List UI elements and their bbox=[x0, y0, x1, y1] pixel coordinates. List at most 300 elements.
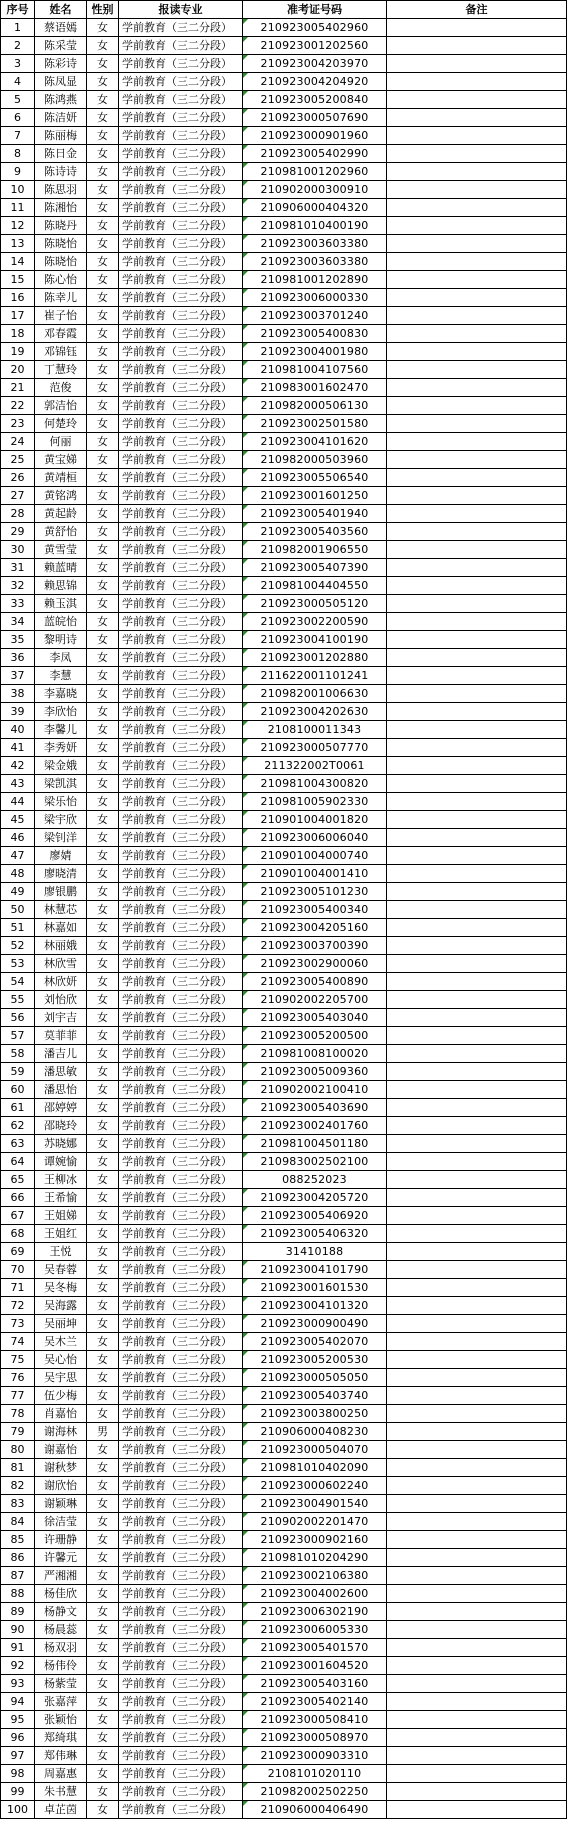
table-row bbox=[1, 1009, 567, 1027]
cell-name: 黎明诗 bbox=[35, 631, 87, 649]
cell-major: 学前教育（三二分段） bbox=[119, 1099, 243, 1117]
cell-name: 黄宝娣 bbox=[35, 451, 87, 469]
cell-gender: 女 bbox=[87, 1045, 119, 1063]
cell-exam-number: 210923005402960 bbox=[243, 19, 387, 37]
cell-seq: 30 bbox=[1, 541, 35, 559]
cell-seq: 1 bbox=[1, 19, 35, 37]
cell-remarks bbox=[387, 1009, 567, 1027]
cell-seq: 92 bbox=[1, 1657, 35, 1675]
cell-major: 学前教育（三二分段） bbox=[119, 1747, 243, 1765]
cell-name: 陈晓丹 bbox=[35, 217, 87, 235]
cell-seq: 49 bbox=[1, 883, 35, 901]
cell-gender: 女 bbox=[87, 1153, 119, 1171]
cell-remarks bbox=[387, 631, 567, 649]
cell-major: 学前教育（三二分段） bbox=[119, 1693, 243, 1711]
cell-major: 学前教育（三二分段） bbox=[119, 991, 243, 1009]
cell-gender: 女 bbox=[87, 37, 119, 55]
cell-name: 陈丽梅 bbox=[35, 127, 87, 145]
cell-gender: 女 bbox=[87, 1567, 119, 1585]
cell-name: 朱书慧 bbox=[35, 1783, 87, 1801]
cell-gender: 女 bbox=[87, 1495, 119, 1513]
cell-exam-number: 210923000902160 bbox=[243, 1531, 387, 1549]
cell-seq: 81 bbox=[1, 1459, 35, 1477]
table-row bbox=[1, 919, 567, 937]
cell-remarks bbox=[387, 1657, 567, 1675]
cell-name: 林欣雪 bbox=[35, 955, 87, 973]
cell-exam-number: 210923004101790 bbox=[243, 1261, 387, 1279]
cell-major: 学前教育（三二分段） bbox=[119, 73, 243, 91]
cell-exam-number: 210923001604520 bbox=[243, 1657, 387, 1675]
table-row bbox=[1, 1135, 567, 1153]
table-row bbox=[1, 1027, 567, 1045]
table-row bbox=[1, 1675, 567, 1693]
cell-remarks bbox=[387, 613, 567, 631]
cell-major: 学前教育（三二分段） bbox=[119, 1297, 243, 1315]
cell-gender: 女 bbox=[87, 433, 119, 451]
table-row bbox=[1, 1513, 567, 1531]
cell-remarks bbox=[387, 1423, 567, 1441]
table-row bbox=[1, 1603, 567, 1621]
table-row bbox=[1, 217, 567, 235]
table-row bbox=[1, 955, 567, 973]
cell-major: 学前教育（三二分段） bbox=[119, 901, 243, 919]
cell-major: 学前教育（三二分段） bbox=[119, 91, 243, 109]
table-row bbox=[1, 1099, 567, 1117]
cell-remarks bbox=[387, 865, 567, 883]
cell-remarks bbox=[387, 361, 567, 379]
cell-seq: 59 bbox=[1, 1063, 35, 1081]
cell-seq: 75 bbox=[1, 1351, 35, 1369]
cell-remarks bbox=[387, 775, 567, 793]
cell-gender: 女 bbox=[87, 145, 119, 163]
cell-exam-number: 088252023 bbox=[243, 1171, 387, 1189]
cell-name: 陈幸儿 bbox=[35, 289, 87, 307]
cell-exam-number: 210983001602470 bbox=[243, 379, 387, 397]
table-row bbox=[1, 595, 567, 613]
cell-exam-number: 210923005406320 bbox=[243, 1225, 387, 1243]
cell-remarks bbox=[387, 253, 567, 271]
table-row bbox=[1, 613, 567, 631]
cell-exam-number: 210923004203970 bbox=[243, 55, 387, 73]
cell-name: 陈鸿燕 bbox=[35, 91, 87, 109]
cell-name: 赖思锦 bbox=[35, 577, 87, 595]
cell-seq: 90 bbox=[1, 1621, 35, 1639]
cell-remarks bbox=[387, 109, 567, 127]
cell-seq: 80 bbox=[1, 1441, 35, 1459]
cell-seq: 91 bbox=[1, 1639, 35, 1657]
cell-major: 学前教育（三二分段） bbox=[119, 1513, 243, 1531]
cell-remarks bbox=[387, 307, 567, 325]
cell-remarks bbox=[387, 1801, 567, 1819]
cell-seq: 46 bbox=[1, 829, 35, 847]
cell-exam-number: 210901004001410 bbox=[243, 865, 387, 883]
cell-gender: 女 bbox=[87, 1459, 119, 1477]
table-row bbox=[1, 271, 567, 289]
cell-gender: 女 bbox=[87, 829, 119, 847]
cell-exam-number: 210923001202560 bbox=[243, 37, 387, 55]
cell-exam-number: 210923005101230 bbox=[243, 883, 387, 901]
cell-seq: 69 bbox=[1, 1243, 35, 1261]
cell-remarks bbox=[387, 1279, 567, 1297]
cell-major: 学前教育（三二分段） bbox=[119, 1063, 243, 1081]
cell-remarks bbox=[387, 919, 567, 937]
cell-seq: 97 bbox=[1, 1747, 35, 1765]
cell-remarks bbox=[387, 685, 567, 703]
cell-name: 林慧芯 bbox=[35, 901, 87, 919]
cell-exam-number: 210923005506540 bbox=[243, 469, 387, 487]
cell-exam-number: 210981004300820 bbox=[243, 775, 387, 793]
cell-name: 陈诗诗 bbox=[35, 163, 87, 181]
cell-seq: 58 bbox=[1, 1045, 35, 1063]
cell-gender: 女 bbox=[87, 487, 119, 505]
cell-major: 学前教育（三二分段） bbox=[119, 1243, 243, 1261]
cell-seq: 24 bbox=[1, 433, 35, 451]
cell-major: 学前教育（三二分段） bbox=[119, 307, 243, 325]
cell-seq: 79 bbox=[1, 1423, 35, 1441]
cell-exam-number: 210981004501180 bbox=[243, 1135, 387, 1153]
table-row bbox=[1, 1117, 567, 1135]
cell-gender: 女 bbox=[87, 73, 119, 91]
cell-gender: 女 bbox=[87, 1657, 119, 1675]
table-row bbox=[1, 1783, 567, 1801]
table-row bbox=[1, 1549, 567, 1567]
cell-exam-number: 210923004202630 bbox=[243, 703, 387, 721]
cell-seq: 94 bbox=[1, 1693, 35, 1711]
cell-major: 学前教育（三二分段） bbox=[119, 793, 243, 811]
table-row bbox=[1, 19, 567, 37]
cell-name: 陈日金 bbox=[35, 145, 87, 163]
cell-name: 廖银鹏 bbox=[35, 883, 87, 901]
cell-major: 学前教育（三二分段） bbox=[119, 1369, 243, 1387]
table-row bbox=[1, 649, 567, 667]
cell-major: 学前教育（三二分段） bbox=[119, 1225, 243, 1243]
cell-name: 李慧 bbox=[35, 667, 87, 685]
cell-exam-number: 210923005400830 bbox=[243, 325, 387, 343]
cell-exam-number: 210923003603380 bbox=[243, 253, 387, 271]
cell-seq: 61 bbox=[1, 1099, 35, 1117]
cell-gender: 女 bbox=[87, 181, 119, 199]
cell-gender: 女 bbox=[87, 1783, 119, 1801]
cell-remarks bbox=[387, 1639, 567, 1657]
cell-name: 陈洁妍 bbox=[35, 109, 87, 127]
cell-exam-number: 210923001601530 bbox=[243, 1279, 387, 1297]
cell-remarks bbox=[387, 343, 567, 361]
cell-exam-number: 210923005403160 bbox=[243, 1675, 387, 1693]
cell-gender: 女 bbox=[87, 1585, 119, 1603]
cell-exam-number: 210906000406490 bbox=[243, 1801, 387, 1819]
table-row bbox=[1, 883, 567, 901]
cell-remarks bbox=[387, 1063, 567, 1081]
cell-seq: 72 bbox=[1, 1297, 35, 1315]
cell-name: 吴春蓉 bbox=[35, 1261, 87, 1279]
cell-remarks bbox=[387, 1297, 567, 1315]
cell-major: 学前教育（三二分段） bbox=[119, 631, 243, 649]
cell-seq: 43 bbox=[1, 775, 35, 793]
cell-major: 学前教育（三二分段） bbox=[119, 973, 243, 991]
cell-major: 学前教育（三二分段） bbox=[119, 1801, 243, 1819]
cell-name: 张嘉萍 bbox=[35, 1693, 87, 1711]
cell-remarks bbox=[387, 1675, 567, 1693]
cell-exam-number: 210982002502250 bbox=[243, 1783, 387, 1801]
cell-remarks bbox=[387, 1405, 567, 1423]
cell-major: 学前教育（三二分段） bbox=[119, 1423, 243, 1441]
cell-name: 丁慧玲 bbox=[35, 361, 87, 379]
col-header-name: 姓名 bbox=[35, 1, 87, 19]
cell-gender: 女 bbox=[87, 883, 119, 901]
cell-name: 吴冬梅 bbox=[35, 1279, 87, 1297]
cell-seq: 67 bbox=[1, 1207, 35, 1225]
cell-name: 邵婷婷 bbox=[35, 1099, 87, 1117]
cell-name: 崔子怡 bbox=[35, 307, 87, 325]
cell-major: 学前教育（三二分段） bbox=[119, 865, 243, 883]
cell-major: 学前教育（三二分段） bbox=[119, 919, 243, 937]
cell-name: 谢秋梦 bbox=[35, 1459, 87, 1477]
cell-seq: 74 bbox=[1, 1333, 35, 1351]
cell-remarks bbox=[387, 1099, 567, 1117]
table-row bbox=[1, 811, 567, 829]
cell-name: 刘怡欣 bbox=[35, 991, 87, 1009]
cell-remarks bbox=[387, 73, 567, 91]
cell-seq: 44 bbox=[1, 793, 35, 811]
cell-remarks bbox=[387, 1225, 567, 1243]
cell-remarks bbox=[387, 1441, 567, 1459]
cell-seq: 42 bbox=[1, 757, 35, 775]
cell-exam-number: 210923003800250 bbox=[243, 1405, 387, 1423]
cell-exam-number: 210981005902330 bbox=[243, 793, 387, 811]
cell-major: 学前教育（三二分段） bbox=[119, 37, 243, 55]
table-row bbox=[1, 1639, 567, 1657]
cell-seq: 5 bbox=[1, 91, 35, 109]
table-row bbox=[1, 1495, 567, 1513]
table-row bbox=[1, 397, 567, 415]
cell-exam-number: 210981008100020 bbox=[243, 1045, 387, 1063]
cell-remarks bbox=[387, 1531, 567, 1549]
cell-major: 学前教育（三二分段） bbox=[119, 379, 243, 397]
table-row bbox=[1, 667, 567, 685]
cell-seq: 18 bbox=[1, 325, 35, 343]
cell-seq: 88 bbox=[1, 1585, 35, 1603]
cell-exam-number: 210923005402070 bbox=[243, 1333, 387, 1351]
table-row bbox=[1, 1621, 567, 1639]
cell-seq: 53 bbox=[1, 955, 35, 973]
cell-seq: 45 bbox=[1, 811, 35, 829]
cell-seq: 93 bbox=[1, 1675, 35, 1693]
cell-name: 王姐红 bbox=[35, 1225, 87, 1243]
cell-seq: 22 bbox=[1, 397, 35, 415]
cell-major: 学前教育（三二分段） bbox=[119, 1171, 243, 1189]
cell-exam-number: 210923001202880 bbox=[243, 649, 387, 667]
cell-seq: 33 bbox=[1, 595, 35, 613]
cell-name: 邓锦钰 bbox=[35, 343, 87, 361]
cell-major: 学前教育（三二分段） bbox=[119, 415, 243, 433]
cell-major: 学前教育（三二分段） bbox=[119, 1207, 243, 1225]
cell-name: 林嘉如 bbox=[35, 919, 87, 937]
cell-major: 学前教育（三二分段） bbox=[119, 1153, 243, 1171]
cell-gender: 女 bbox=[87, 1513, 119, 1531]
cell-gender: 女 bbox=[87, 919, 119, 937]
table-row bbox=[1, 1153, 567, 1171]
cell-gender: 女 bbox=[87, 757, 119, 775]
table-row bbox=[1, 685, 567, 703]
cell-major: 学前教育（三二分段） bbox=[119, 1783, 243, 1801]
cell-seq: 51 bbox=[1, 919, 35, 937]
cell-remarks bbox=[387, 433, 567, 451]
table-row bbox=[1, 415, 567, 433]
cell-name: 潘吉儿 bbox=[35, 1045, 87, 1063]
cell-seq: 71 bbox=[1, 1279, 35, 1297]
cell-remarks bbox=[387, 1027, 567, 1045]
table-row bbox=[1, 577, 567, 595]
cell-name: 李秀妍 bbox=[35, 739, 87, 757]
cell-seq: 11 bbox=[1, 199, 35, 217]
cell-name: 吴海露 bbox=[35, 1297, 87, 1315]
cell-gender: 女 bbox=[87, 1063, 119, 1081]
cell-seq: 65 bbox=[1, 1171, 35, 1189]
cell-remarks bbox=[387, 1207, 567, 1225]
cell-name: 邓春霞 bbox=[35, 325, 87, 343]
cell-major: 学前教育（三二分段） bbox=[119, 1495, 243, 1513]
cell-exam-number: 210923000505050 bbox=[243, 1369, 387, 1387]
cell-gender: 女 bbox=[87, 631, 119, 649]
cell-remarks bbox=[387, 1603, 567, 1621]
cell-major: 学前教育（三二分段） bbox=[119, 1711, 243, 1729]
cell-remarks bbox=[387, 757, 567, 775]
cell-major: 学前教育（三二分段） bbox=[119, 1765, 243, 1783]
cell-gender: 女 bbox=[87, 667, 119, 685]
cell-name: 黄铭鸿 bbox=[35, 487, 87, 505]
cell-seq: 87 bbox=[1, 1567, 35, 1585]
cell-major: 学前教育（三二分段） bbox=[119, 19, 243, 37]
cell-exam-number: 210923005200840 bbox=[243, 91, 387, 109]
cell-seq: 48 bbox=[1, 865, 35, 883]
cell-major: 学前教育（三二分段） bbox=[119, 181, 243, 199]
cell-name: 黄起龄 bbox=[35, 505, 87, 523]
cell-name: 潘思怡 bbox=[35, 1081, 87, 1099]
cell-major: 学前教育（三二分段） bbox=[119, 1189, 243, 1207]
cell-name: 谢嘉怡 bbox=[35, 1441, 87, 1459]
cell-major: 学前教育（三二分段） bbox=[119, 253, 243, 271]
cell-exam-number: 210923003700390 bbox=[243, 937, 387, 955]
table-row bbox=[1, 541, 567, 559]
table-row bbox=[1, 973, 567, 991]
cell-exam-number: 210981010204290 bbox=[243, 1549, 387, 1567]
cell-exam-number: 210923000900490 bbox=[243, 1315, 387, 1333]
cell-major: 学前教育（三二分段） bbox=[119, 1531, 243, 1549]
cell-remarks bbox=[387, 19, 567, 37]
cell-name: 王悦 bbox=[35, 1243, 87, 1261]
cell-exam-number: 210923005200500 bbox=[243, 1027, 387, 1045]
cell-major: 学前教育（三二分段） bbox=[119, 1603, 243, 1621]
table-row bbox=[1, 109, 567, 127]
cell-seq: 82 bbox=[1, 1477, 35, 1495]
cell-exam-number: 210923000507770 bbox=[243, 739, 387, 757]
cell-major: 学前教育（三二分段） bbox=[119, 1081, 243, 1099]
table-row bbox=[1, 631, 567, 649]
cell-major: 学前教育（三二分段） bbox=[119, 469, 243, 487]
cell-name: 谢海林 bbox=[35, 1423, 87, 1441]
cell-exam-number: 2108101020110 bbox=[243, 1765, 387, 1783]
cell-gender: 女 bbox=[87, 541, 119, 559]
cell-gender: 女 bbox=[87, 703, 119, 721]
cell-remarks bbox=[387, 1549, 567, 1567]
cell-name: 伍少梅 bbox=[35, 1387, 87, 1405]
cell-exam-number: 210923005402140 bbox=[243, 1693, 387, 1711]
cell-major: 学前教育（三二分段） bbox=[119, 1567, 243, 1585]
cell-gender: 女 bbox=[87, 109, 119, 127]
cell-seq: 12 bbox=[1, 217, 35, 235]
cell-major: 学前教育（三二分段） bbox=[119, 685, 243, 703]
cell-name: 梁钊洋 bbox=[35, 829, 87, 847]
cell-gender: 女 bbox=[87, 307, 119, 325]
cell-remarks bbox=[387, 595, 567, 613]
header-row bbox=[1, 1, 567, 19]
cell-name: 李嘉晓 bbox=[35, 685, 87, 703]
table-row bbox=[1, 1405, 567, 1423]
cell-exam-number: 210923000507690 bbox=[243, 109, 387, 127]
cell-seq: 47 bbox=[1, 847, 35, 865]
cell-major: 学前教育（三二分段） bbox=[119, 1549, 243, 1567]
cell-remarks bbox=[387, 1243, 567, 1261]
cell-gender: 女 bbox=[87, 739, 119, 757]
cell-remarks bbox=[387, 1693, 567, 1711]
table-row bbox=[1, 1459, 567, 1477]
cell-name: 林欣妍 bbox=[35, 973, 87, 991]
cell-seq: 64 bbox=[1, 1153, 35, 1171]
cell-major: 学前教育（三二分段） bbox=[119, 1351, 243, 1369]
cell-gender: 女 bbox=[87, 415, 119, 433]
table-row bbox=[1, 361, 567, 379]
table-row bbox=[1, 145, 567, 163]
cell-major: 学前教育（三二分段） bbox=[119, 217, 243, 235]
table-row bbox=[1, 325, 567, 343]
cell-major: 学前教育（三二分段） bbox=[119, 667, 243, 685]
table-row bbox=[1, 1693, 567, 1711]
cell-major: 学前教育（三二分段） bbox=[119, 343, 243, 361]
cell-exam-number: 210923005009360 bbox=[243, 1063, 387, 1081]
cell-name: 陈凤显 bbox=[35, 73, 87, 91]
cell-major: 学前教育（三二分段） bbox=[119, 451, 243, 469]
cell-exam-number: 210923000505120 bbox=[243, 595, 387, 613]
cell-remarks bbox=[387, 1747, 567, 1765]
table-row bbox=[1, 703, 567, 721]
cell-gender: 女 bbox=[87, 1531, 119, 1549]
cell-gender: 女 bbox=[87, 1189, 119, 1207]
cell-gender: 女 bbox=[87, 1333, 119, 1351]
cell-major: 学前教育（三二分段） bbox=[119, 649, 243, 667]
cell-gender: 女 bbox=[87, 1441, 119, 1459]
cell-remarks bbox=[387, 1153, 567, 1171]
cell-seq: 98 bbox=[1, 1765, 35, 1783]
cell-seq: 77 bbox=[1, 1387, 35, 1405]
cell-exam-number: 210923005403040 bbox=[243, 1009, 387, 1027]
table-row bbox=[1, 1045, 567, 1063]
table-row bbox=[1, 1171, 567, 1189]
cell-exam-number: 210923004205720 bbox=[243, 1189, 387, 1207]
cell-name: 陈思羽 bbox=[35, 181, 87, 199]
table-row bbox=[1, 1387, 567, 1405]
cell-major: 学前教育（三二分段） bbox=[119, 1009, 243, 1027]
cell-major: 学前教育（三二分段） bbox=[119, 595, 243, 613]
table-row bbox=[1, 181, 567, 199]
table-row bbox=[1, 1423, 567, 1441]
cell-gender: 女 bbox=[87, 1027, 119, 1045]
cell-seq: 40 bbox=[1, 721, 35, 739]
cell-exam-number: 210906000404320 bbox=[243, 199, 387, 217]
cell-exam-number: 210981004107560 bbox=[243, 361, 387, 379]
cell-major: 学前教育（三二分段） bbox=[119, 505, 243, 523]
cell-name: 苏晓娜 bbox=[35, 1135, 87, 1153]
cell-remarks bbox=[387, 1045, 567, 1063]
